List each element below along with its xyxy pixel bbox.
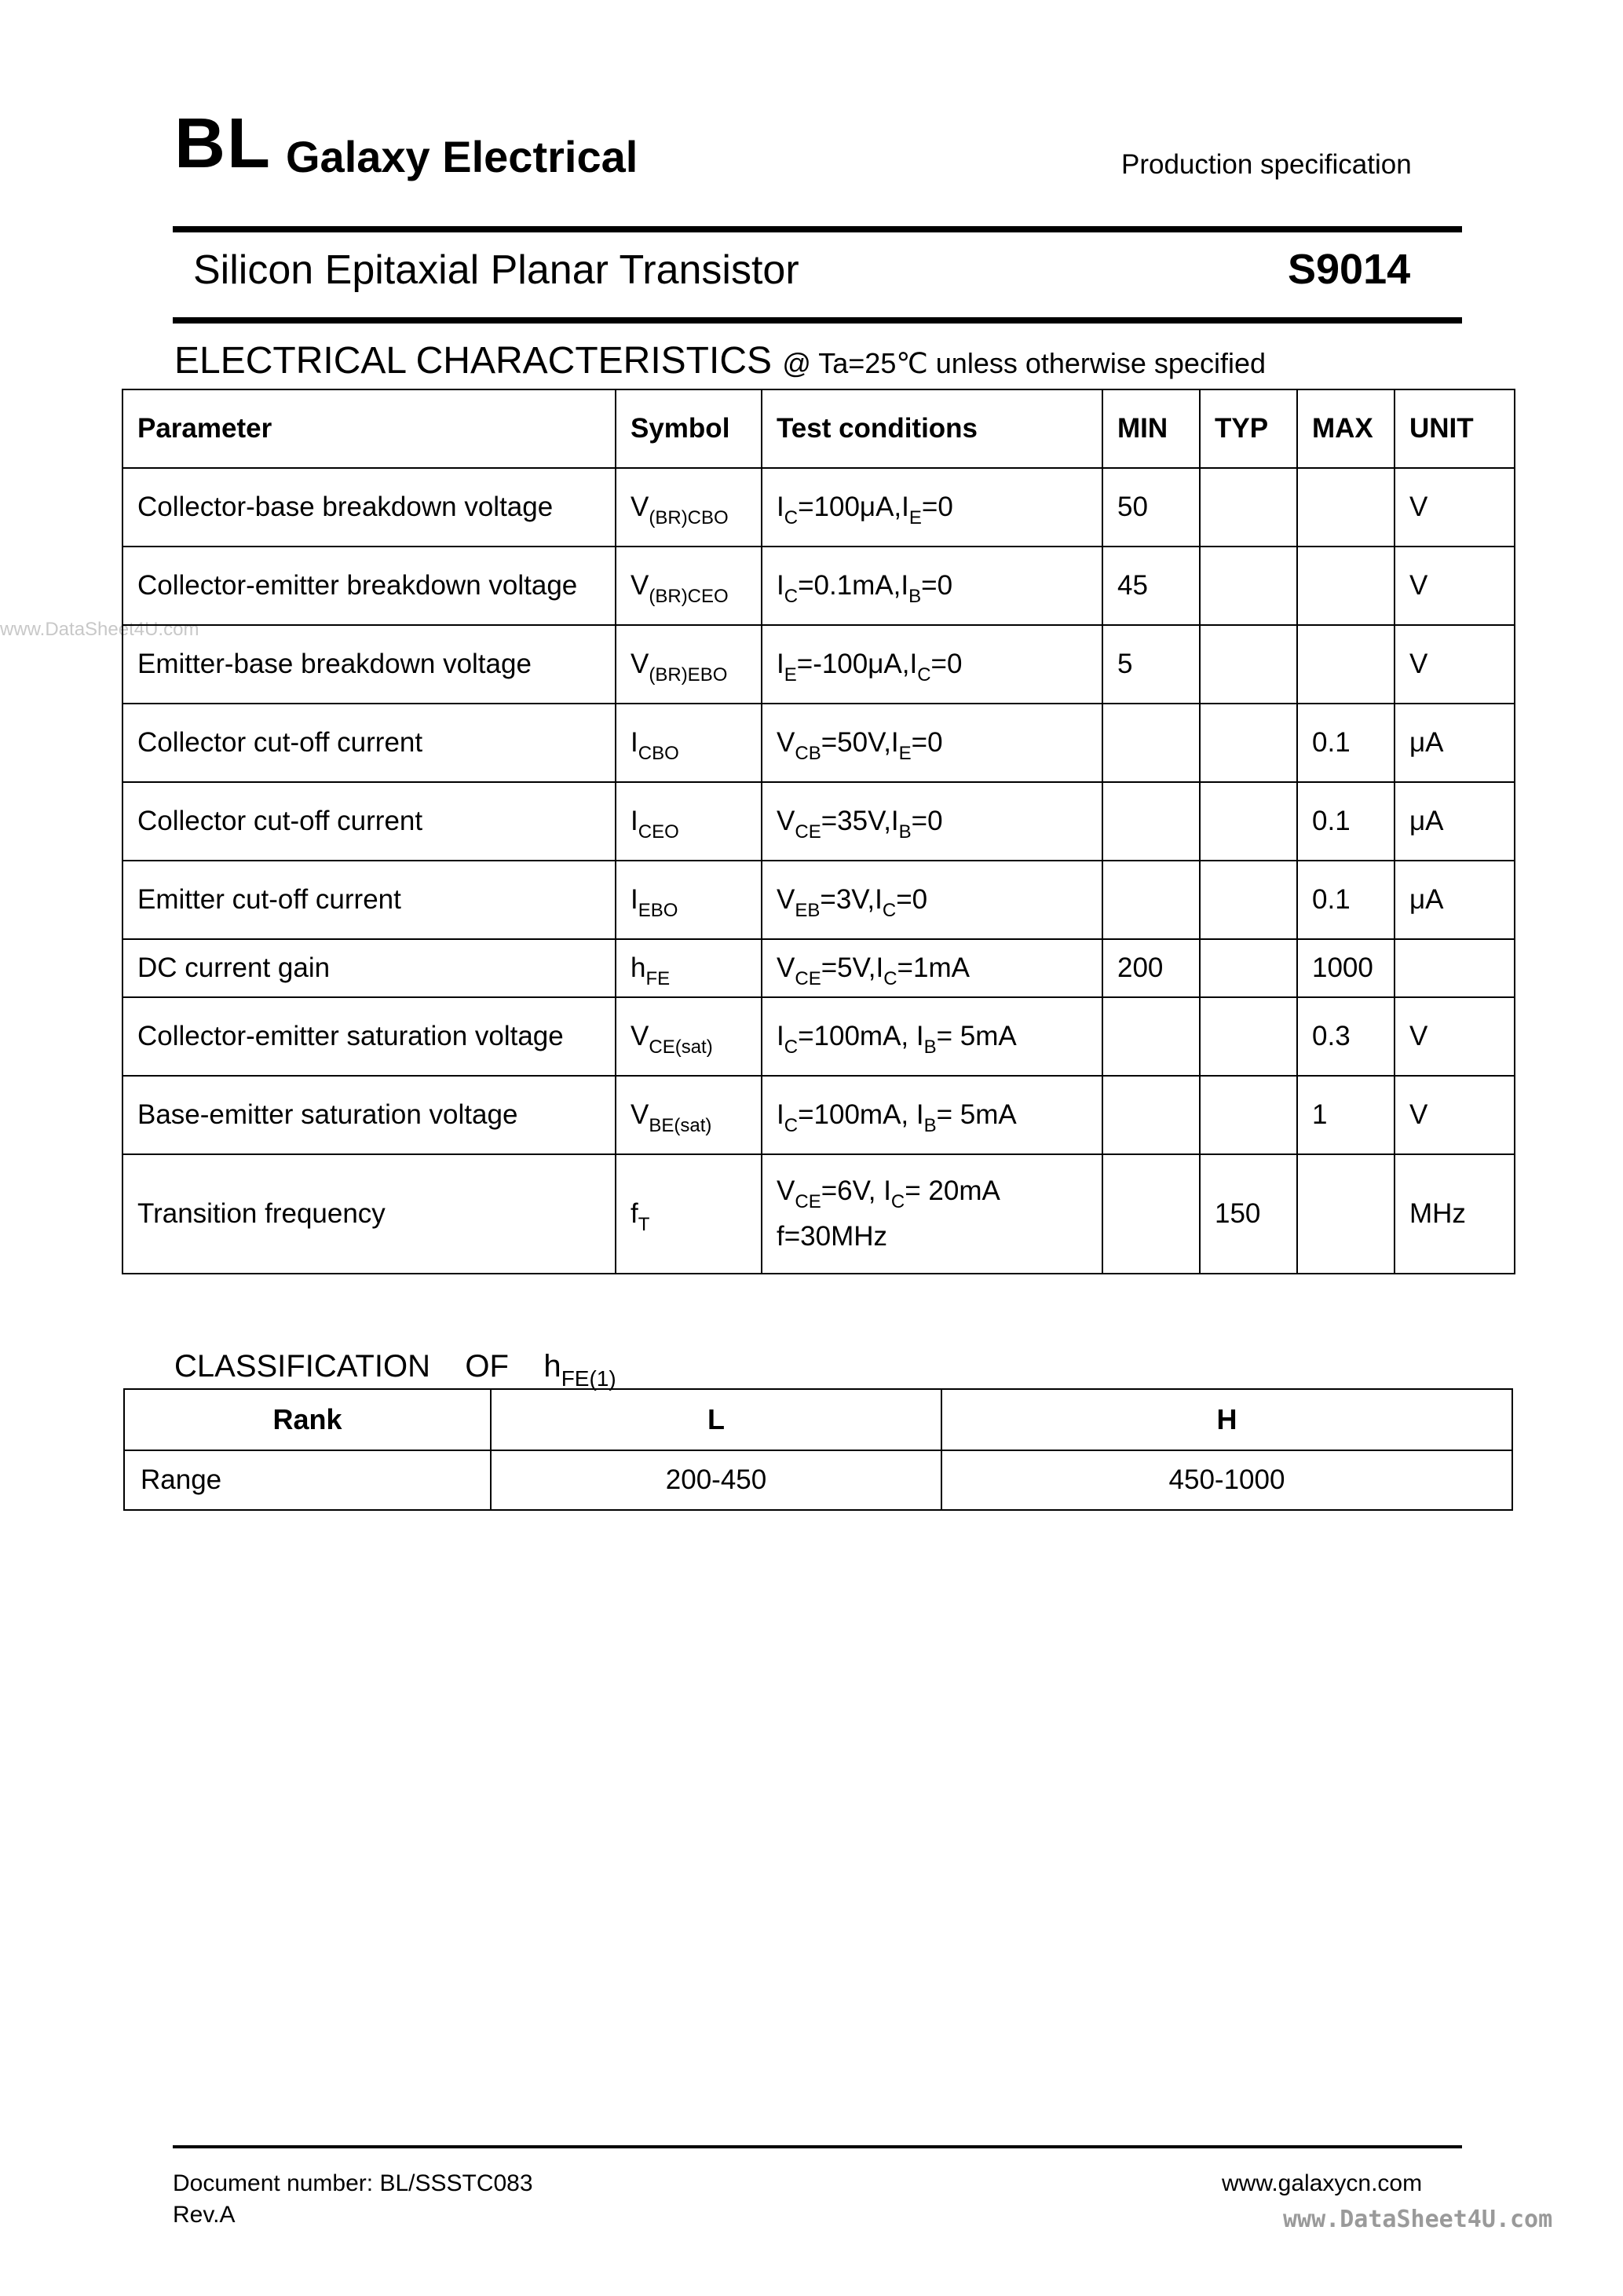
cell-unit: μA: [1395, 782, 1515, 861]
ec-row: [122, 1076, 1515, 1154]
symbol-base: V: [631, 492, 649, 522]
cell-symbol: [616, 625, 762, 704]
symbol-base: V: [631, 570, 649, 601]
col-header-typ: TYP: [1200, 389, 1297, 468]
cell-parameter: Collector-emitter breakdown voltage: [122, 547, 616, 625]
ec-heading-title: ELECTRICAL CHARACTERISTICS: [174, 340, 773, 382]
electrical-characteristics-heading: [174, 342, 1266, 380]
cell-parameter: Collector cut-off current: [122, 704, 616, 782]
cell-typ: [1200, 704, 1297, 782]
ec-row: [122, 939, 1515, 997]
symbol-subscript: T: [638, 1214, 650, 1235]
footer-rule: [173, 2145, 1462, 2148]
cell-parameter: Collector-emitter saturation voltage: [122, 997, 616, 1076]
range-value-h: 450-1000: [941, 1450, 1512, 1510]
cell-test-conditions: $I_E=-100\mu A,I_C=0$: [762, 625, 1102, 704]
cell-parameter: DC current gain: [122, 939, 616, 997]
ec-row: [122, 997, 1515, 1076]
symbol-subscript: FE: [645, 968, 671, 989]
symbol-base: f: [631, 1198, 638, 1229]
cell-parameter: Emitter cut-off current: [122, 861, 616, 939]
brand-name: Galaxy Electrical: [286, 132, 638, 181]
col-header-rank: Rank: [124, 1389, 491, 1450]
symbol-base: I: [631, 727, 638, 758]
cell-unit: V: [1395, 625, 1515, 704]
electrical-characteristics-table: [122, 389, 1515, 1274]
document-number: Document number: BL/SSSTC083: [173, 2170, 533, 2196]
watermark-right: www.DataSheet4U.com: [1283, 2206, 1553, 2233]
cell-symbol: [616, 861, 762, 939]
ec-row: [122, 547, 1515, 625]
cell-min: [1102, 861, 1200, 939]
classification-range-row: [124, 1450, 1512, 1510]
cell-max: [1297, 468, 1395, 547]
col-header-parameter: Parameter: [122, 389, 616, 468]
cell-typ: [1200, 939, 1297, 997]
cell-max: [1297, 1154, 1395, 1274]
cell-test-conditions: $I_C=100mA$, $I_B= 5mA$: [762, 997, 1102, 1076]
cell-test-conditions: $V_{EB}=3V,I_C=0$: [762, 861, 1102, 939]
symbol-subscript: CEO: [638, 821, 679, 843]
ec-heading-condition: @ Ta=25℃ unless otherwise specified: [782, 347, 1266, 379]
cell-min: [1102, 997, 1200, 1076]
cell-min: 50: [1102, 468, 1200, 547]
symbol-base: I: [631, 884, 638, 915]
cell-max: [1297, 547, 1395, 625]
cell-unit: V: [1395, 1076, 1515, 1154]
cell-typ: [1200, 1076, 1297, 1154]
col-header-min: MIN: [1102, 389, 1200, 468]
cell-unit: V: [1395, 547, 1515, 625]
symbol-base: I: [631, 806, 638, 836]
header-top-rule: [173, 226, 1462, 232]
symbol-subscript: (BR)CBO: [649, 507, 729, 528]
product-title: Silicon Epitaxial Planar Transistor: [193, 247, 799, 293]
col-header-max: MAX: [1297, 389, 1395, 468]
cell-max: 1000: [1297, 939, 1395, 997]
ec-row: [122, 704, 1515, 782]
brand-logo-bl: BL: [174, 104, 272, 183]
ec-row: [122, 1154, 1515, 1274]
ec-row: [122, 782, 1515, 861]
cell-typ: [1200, 861, 1297, 939]
col-header-symbol: Symbol: [616, 389, 762, 468]
classification-heading-sub: FE(1): [561, 1366, 616, 1391]
cell-min: [1102, 1076, 1200, 1154]
cell-symbol: [616, 468, 762, 547]
cell-symbol: [616, 997, 762, 1076]
classification-heading-text: CLASSIFICATION OF h: [174, 1349, 561, 1384]
col-header-rank-l: L: [491, 1389, 941, 1450]
symbol-subscript: CE(sat): [649, 1036, 713, 1058]
range-value-l: 200-450: [491, 1450, 941, 1510]
cell-unit: MHz: [1395, 1154, 1515, 1274]
ec-row: [122, 625, 1515, 704]
classification-table: [123, 1388, 1513, 1511]
cell-symbol: [616, 939, 762, 997]
cell-typ: [1200, 547, 1297, 625]
symbol-base: V: [631, 1021, 649, 1051]
symbol-base: V: [631, 1099, 649, 1130]
symbol-subscript: (BR)EBO: [649, 664, 728, 686]
cell-test-conditions: $V_{CE}=35V,I_B=0$: [762, 782, 1102, 861]
cell-max: [1297, 625, 1395, 704]
cell-typ: 150: [1200, 1154, 1297, 1274]
cell-min: 45: [1102, 547, 1200, 625]
revision: Rev.A: [173, 2202, 236, 2228]
cell-max: 0.1: [1297, 704, 1395, 782]
col-header-unit: UNIT: [1395, 389, 1515, 468]
symbol-base: V: [631, 649, 649, 679]
classification-heading: [174, 1349, 616, 1391]
symbol-subscript: BE(sat): [649, 1115, 712, 1136]
cell-symbol: [616, 704, 762, 782]
ec-header-row: [122, 389, 1515, 468]
cell-min: 200: [1102, 939, 1200, 997]
cell-symbol: [616, 1076, 762, 1154]
cell-unit: V: [1395, 997, 1515, 1076]
symbol-subscript: CBO: [638, 743, 679, 764]
cell-min: [1102, 704, 1200, 782]
cell-test-conditions: $I_C=100\mu A,I_E=0$: [762, 468, 1102, 547]
cell-symbol: [616, 782, 762, 861]
cell-max: 0.1: [1297, 861, 1395, 939]
cell-unit: μA: [1395, 861, 1515, 939]
cell-test-conditions: $V_{CE}=5V,I_C=1mA$: [762, 939, 1102, 997]
classification-header-row: [124, 1389, 1512, 1450]
cell-min: [1102, 1154, 1200, 1274]
cell-min: 5: [1102, 625, 1200, 704]
watermark-left: www.DataSheet4U.com: [0, 619, 199, 640]
range-label: Range: [124, 1450, 491, 1510]
ec-table-body: [122, 468, 1515, 1274]
spec-type-label: Production specification: [1121, 149, 1412, 180]
ec-row: [122, 468, 1515, 547]
col-header-test-conditions: Test conditions: [762, 389, 1102, 468]
cell-parameter: Collector cut-off current: [122, 782, 616, 861]
cell-typ: [1200, 625, 1297, 704]
symbol-base: h: [631, 952, 646, 983]
cell-parameter: Base-emitter saturation voltage: [122, 1076, 616, 1154]
cell-max: 0.3: [1297, 997, 1395, 1076]
cell-unit: V: [1395, 468, 1515, 547]
cell-test-conditions: $I_C=0.1mA,I_B=0$: [762, 547, 1102, 625]
cell-test-conditions: $V_{CE}=6V$, $I_C= 20mA$ f=30MHz: [762, 1154, 1102, 1274]
header-bottom-rule: [173, 317, 1462, 324]
website-link[interactable]: www.galaxycn.com: [1222, 2170, 1423, 2196]
cell-typ: [1200, 782, 1297, 861]
ec-row: [122, 861, 1515, 939]
cell-typ: [1200, 468, 1297, 547]
cell-parameter: Collector-base breakdown voltage: [122, 468, 616, 547]
symbol-subscript: (BR)CEO: [649, 586, 729, 607]
cell-symbol: [616, 1154, 762, 1274]
cell-test-conditions: $V_{CB}=50V,I_E=0$: [762, 704, 1102, 782]
cell-parameter: Transition frequency: [122, 1154, 616, 1274]
part-number: S9014: [1288, 246, 1411, 293]
col-header-rank-h: H: [941, 1389, 1512, 1450]
cell-parameter: Emitter-base breakdown voltage: [122, 625, 616, 704]
cell-min: [1102, 782, 1200, 861]
cell-max: 0.1: [1297, 782, 1395, 861]
cell-max: 1: [1297, 1076, 1395, 1154]
symbol-subscript: EBO: [638, 900, 678, 921]
cell-symbol: [616, 547, 762, 625]
cell-test-conditions: $I_C=100mA$, $I_B= 5mA$: [762, 1076, 1102, 1154]
cell-typ: [1200, 997, 1297, 1076]
cell-unit: [1395, 939, 1515, 997]
cell-unit: μA: [1395, 704, 1515, 782]
